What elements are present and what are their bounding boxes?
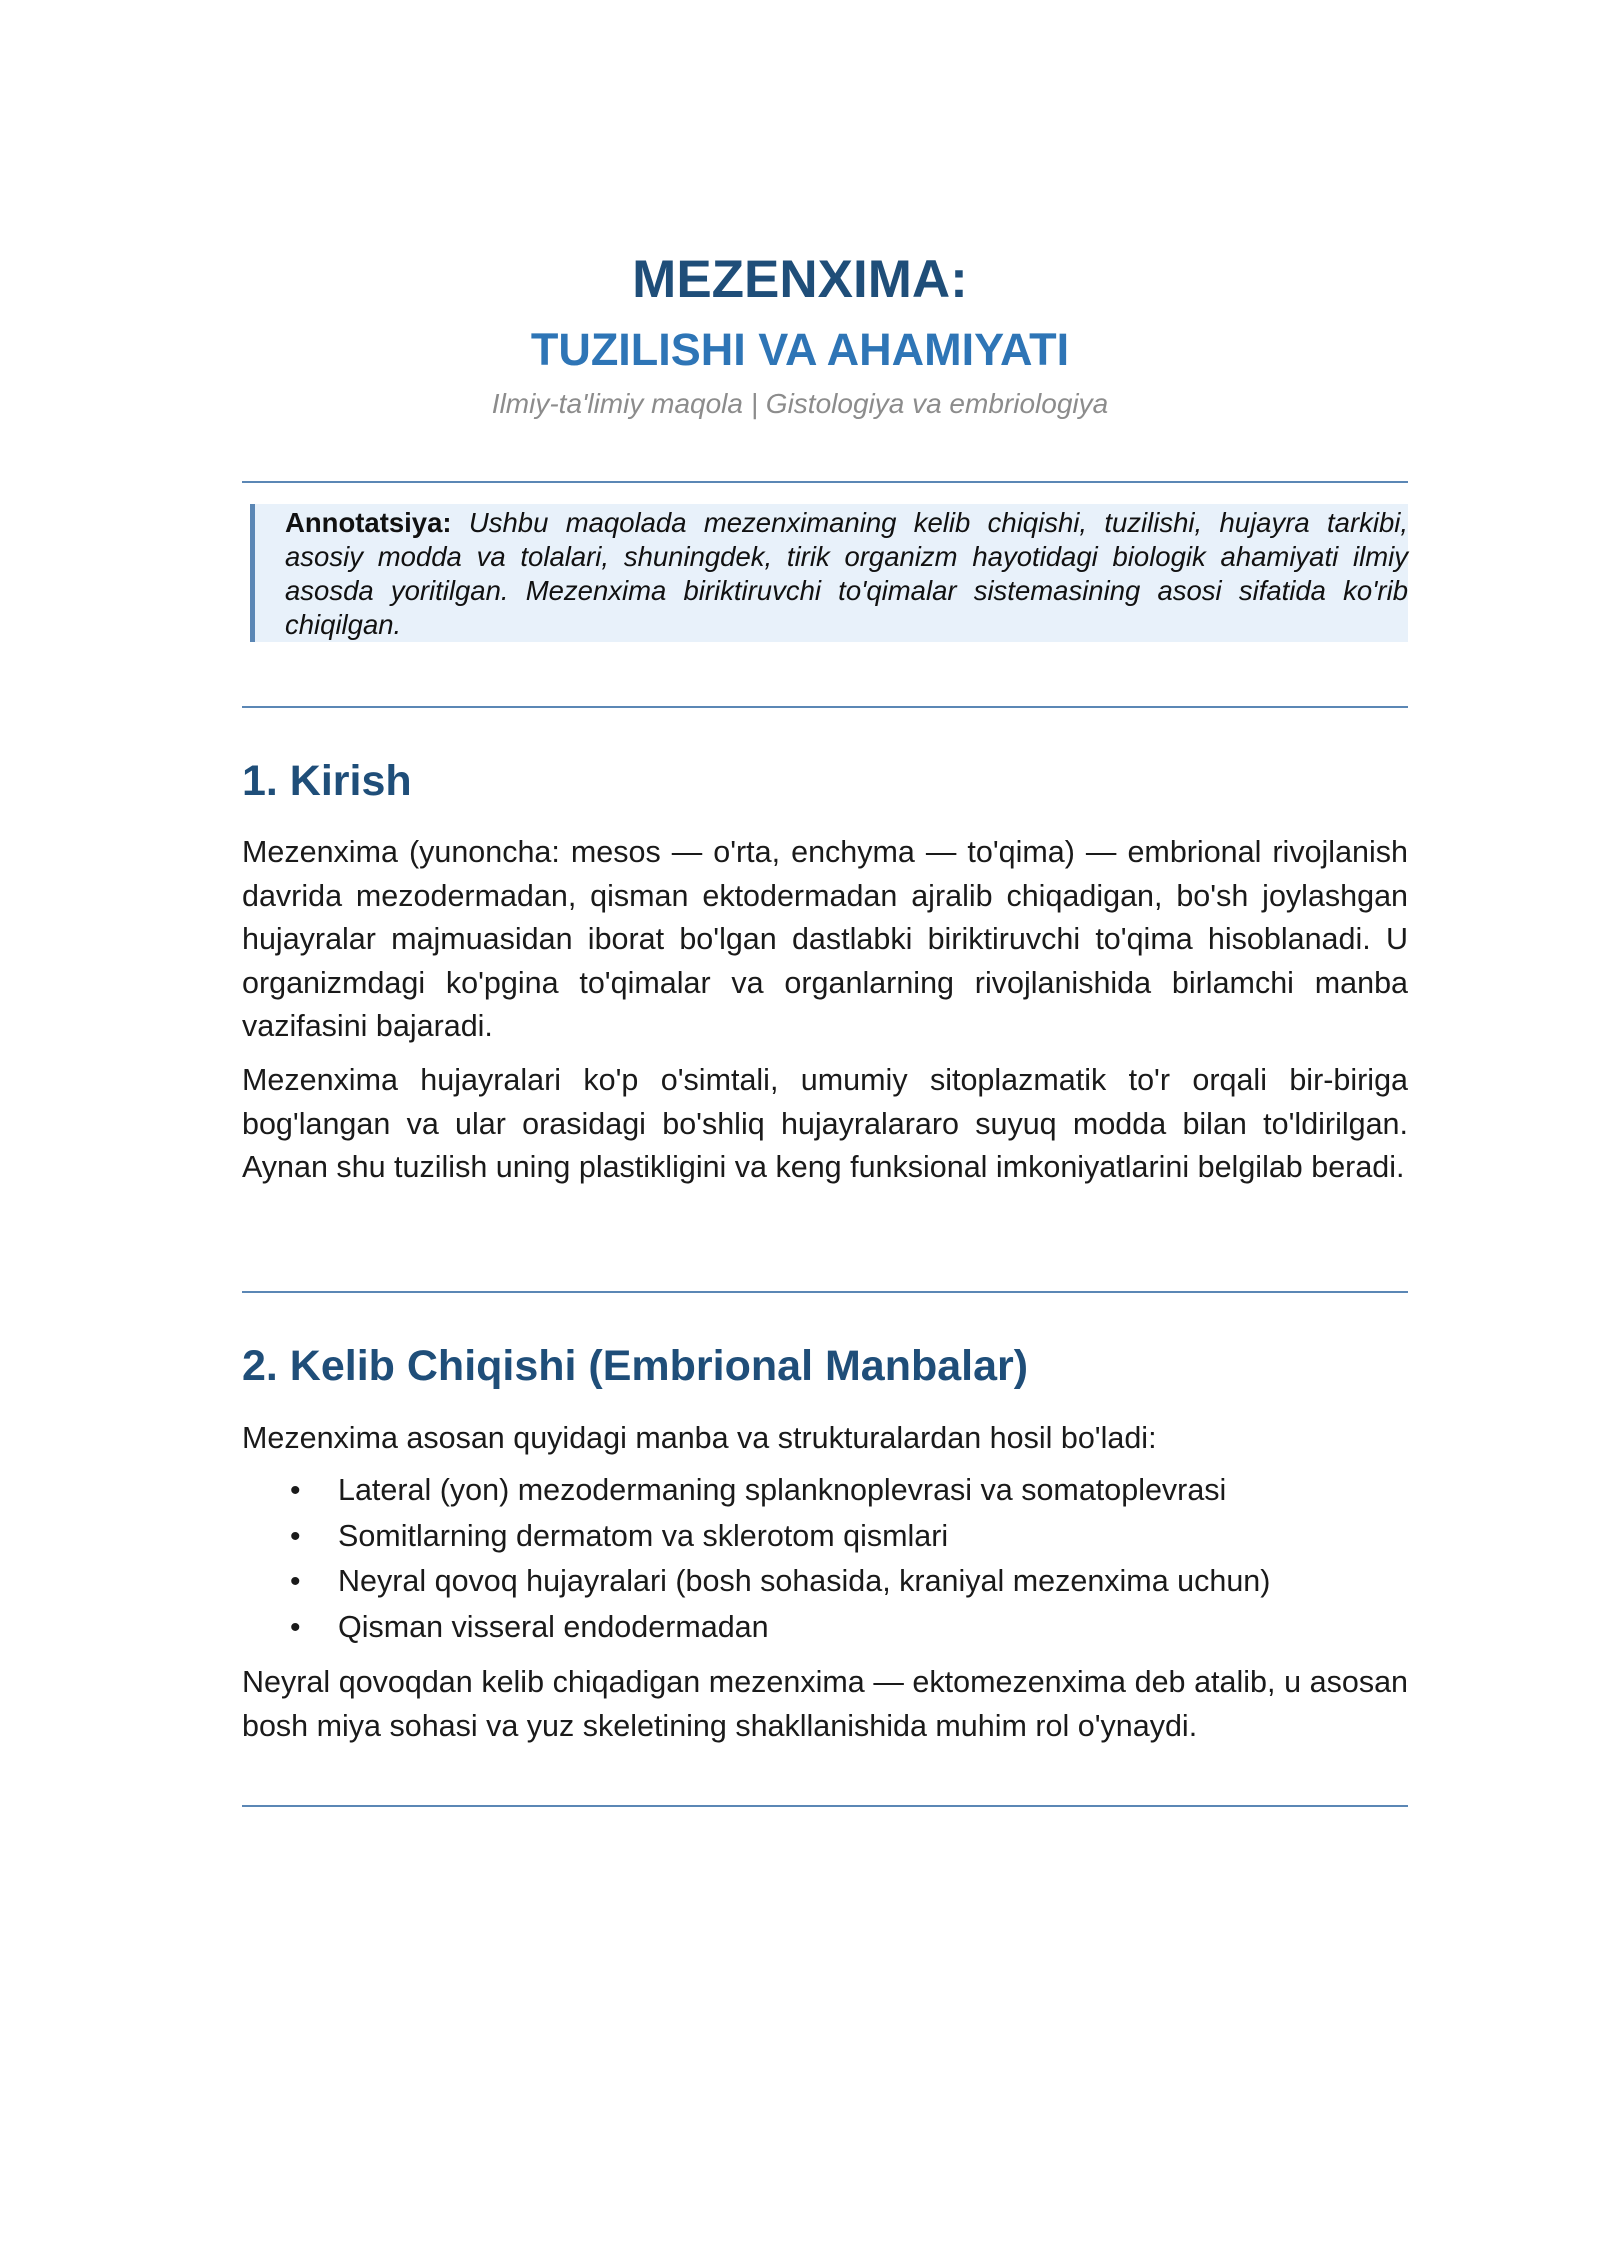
abstract-label: Annotatsiya: [285,507,452,538]
list-item-text: Lateral (yon) mezodermaning splanknoplevrasi va somatoplevrasi [338,1473,1227,1507]
section-heading-kelib-chiqishi: 2. Kelib Chiqishi (Embrional Manbalar) [242,1342,1029,1390]
list-item-text: Somitlarning dermatom va sklerotom qismlari [338,1518,949,1553]
document-title: MEZENXIMA: [632,250,968,309]
document-subtitle: Ilmiy-ta'limiy maqola | Gistologiya va embriologiya [491,388,1109,419]
list-item-text: Qisman visseral endodermadan [338,1609,769,1644]
bullet-icon: • [290,1610,301,1644]
bullet-icon: • [290,1565,301,1598]
list-item [242,1559,1408,1605]
document-title-line2: TUZILISHI VA AHAMIYATI [530,324,1070,375]
divider-top [242,481,1408,483]
list-item [242,1514,1408,1560]
divider-after-kirish [242,1291,1408,1293]
abstract-box [250,504,1408,642]
bullet-icon: • [290,1474,301,1507]
kelib-chiqishi-intro: Mezenxima asosan quyidagi manba va strukturalardan hosil bo'ladi: [242,1421,1157,1455]
list-item-text: Neyral qovoq hujayralari (bosh sohasida, kraniyal mezenxima uchun) [338,1564,1271,1598]
section-heading-kirish: 1. Kirish [242,757,412,805]
list-item [242,1605,1408,1651]
kirish-paragraph-1: Mezenxima (yunoncha: mesos — o'rta, enchyma — to'qima) — embrional rivojlanish davrida mezodermadan, qisman ektodermadan ajralib chiqadigan, bo'sh joylashgan hujayralar majmuasidan iborat bo'lgan dastlabki biriktiruvchi to'qima hisoblanadi. U organizmdagi ko'pgina to'qimalar va organlarning rivojlanishida birlamchi manba vazifasini bajaradi. [242,835,1408,1043]
embryonic-sources-list [242,1468,1408,1650]
divider-bottom [242,1805,1408,1807]
abstract-text: Ushbu maqolada mezenximaning kelib chiqishi, tuzilishi, hujayra tarkibi, asosiy modda va tolalari, shuningdek, tirik organizm hayotidagi biologik ahamiyati ilmiy asosda yoritilgan. Mezenxima biriktiruvchi to'qimalar sistemasining asosi sifatida ko'rib chiqilgan. [285,507,1409,640]
kelib-chiqishi-outro: Neyral qovoqdan kelib chiqadigan mezenxima — ektomezenxima deb atalib, u asosan bosh miya sohasi va yuz skeletining shakllanishida muhim rol o'ynaydi. [242,1665,1408,1743]
list-item [242,1468,1408,1514]
kirish-paragraph-2: Mezenxima hujayralari ko'p o'simtali, umumiy sitoplazmatik to'r orqali bir-biriga bog'langan va ular orasidagi bo'shliq hujayralararo suyuq modda bilan to'ldirilgan. Aynan shu tuzilish uning plastikligini va keng funksional imkoniyatlarini belgilab beradi. [242,1063,1408,1184]
divider-after-abstract [242,706,1408,708]
bullet-icon: • [290,1519,301,1553]
